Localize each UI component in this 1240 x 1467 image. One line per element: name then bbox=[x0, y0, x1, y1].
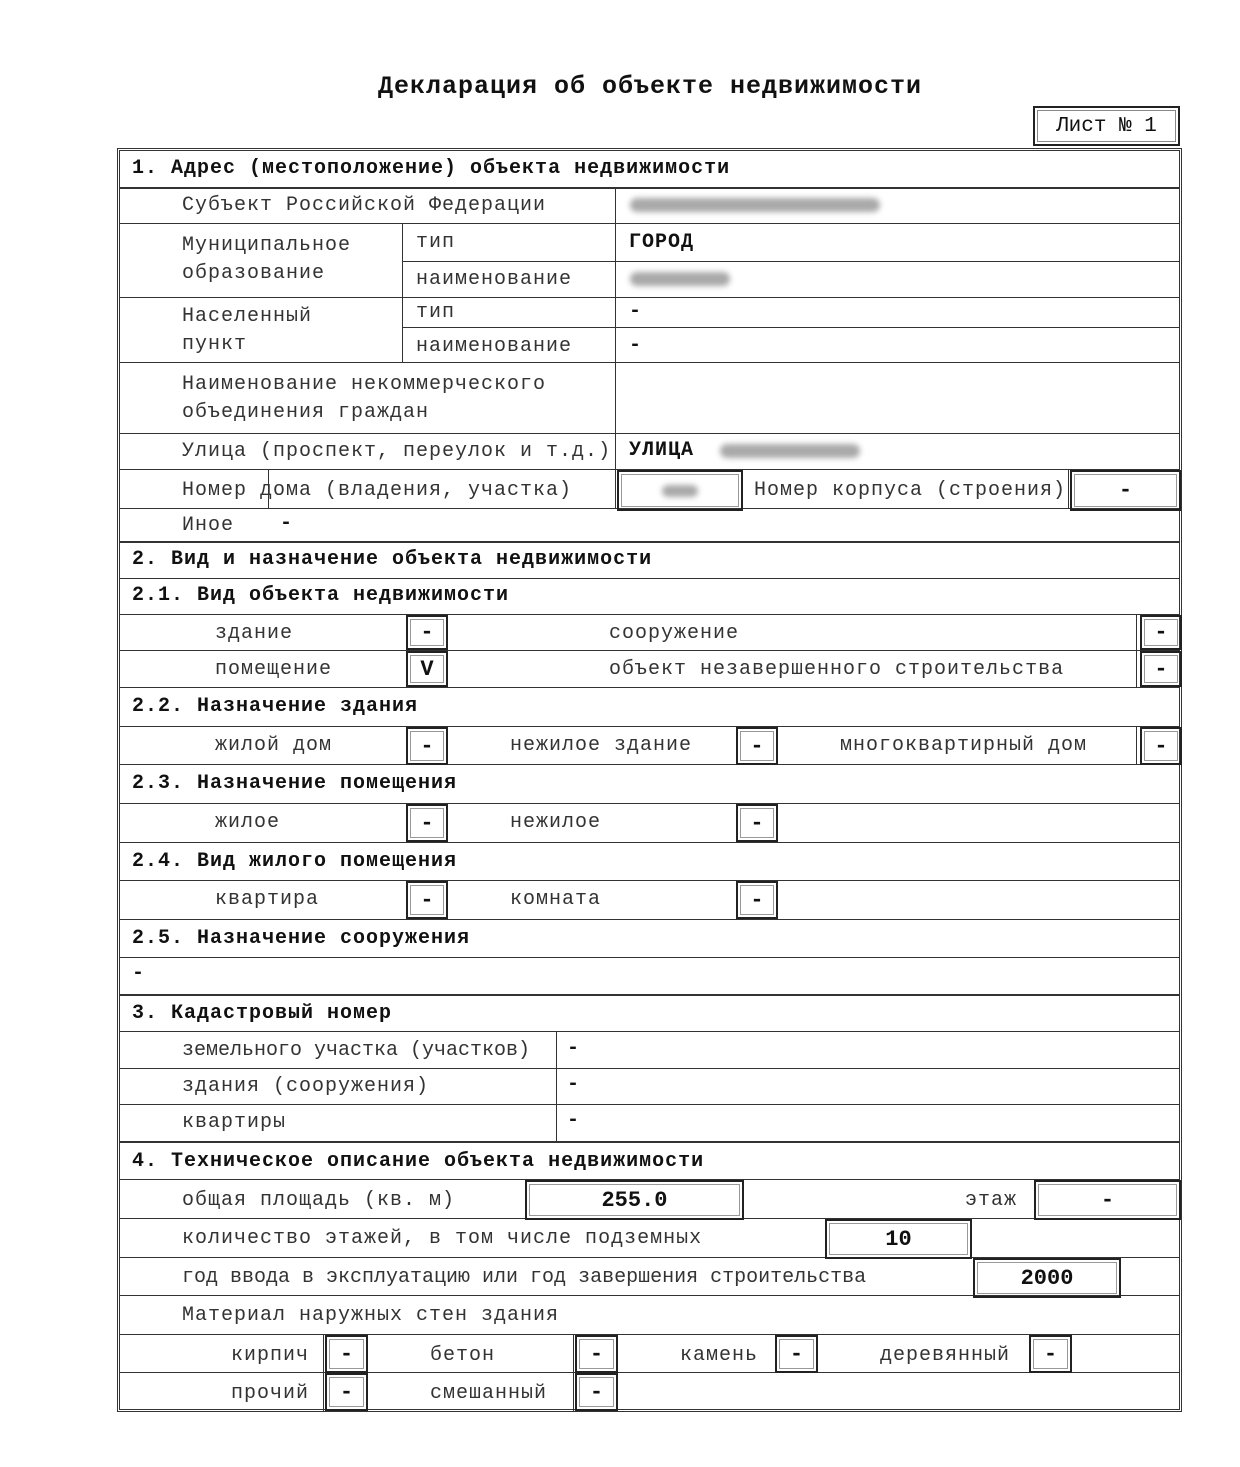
floors-count-box: 10 bbox=[825, 1219, 972, 1259]
municipal-label: Муниципальное bbox=[182, 234, 352, 257]
section-2-1-header: 2.1. Вид объекта недвижимости bbox=[132, 584, 510, 607]
other-value: - bbox=[280, 512, 294, 535]
section-2-header: 2. Вид и назначение объекта недвижимости bbox=[132, 548, 653, 571]
building-type-label: здание bbox=[215, 622, 294, 645]
cadastral-building-value: - bbox=[567, 1073, 581, 1096]
premises-type-checkbox[interactable]: V bbox=[406, 651, 448, 687]
row-line bbox=[120, 650, 1179, 651]
locality-name-label: наименование bbox=[416, 335, 573, 358]
municipal-type-value: ГОРОД bbox=[629, 231, 695, 254]
unfinished-type-label: объект незавершенного строительства bbox=[609, 658, 1065, 681]
row-line bbox=[120, 541, 1179, 543]
walls-material-label: Материал наружных стен здания bbox=[182, 1304, 560, 1327]
row-line bbox=[120, 803, 1179, 804]
wood-label: деревянный bbox=[880, 1344, 1011, 1367]
sheet-number: Лист № 1 bbox=[1033, 106, 1180, 146]
col-line bbox=[615, 469, 616, 508]
mixed-material-label: смешанный bbox=[430, 1382, 548, 1405]
row-line bbox=[120, 223, 1179, 224]
locality-type-label: тип bbox=[416, 301, 456, 324]
row-line bbox=[120, 1031, 1179, 1032]
row-line bbox=[120, 880, 1179, 881]
col-line bbox=[573, 1334, 574, 1411]
structure-purpose-value: - bbox=[132, 962, 146, 985]
section-2-4-header: 2.4. Вид жилого помещения bbox=[132, 850, 458, 873]
row-line bbox=[120, 919, 1179, 920]
cadastral-land-value: - bbox=[567, 1037, 581, 1060]
row-line bbox=[120, 1334, 1179, 1335]
floor-value-box: - bbox=[1034, 1180, 1181, 1220]
row-line bbox=[120, 842, 1179, 843]
row-line bbox=[120, 614, 1179, 615]
redacted-subject bbox=[630, 198, 880, 212]
brick-checkbox[interactable]: - bbox=[325, 1335, 368, 1373]
section-2-2-header: 2.2. Назначение здания bbox=[132, 695, 419, 718]
section-4-header: 4. Техническое описание объекта недвижимости bbox=[132, 1150, 705, 1173]
other-label: Иное bbox=[182, 514, 235, 537]
structure-type-label: сооружение bbox=[609, 622, 740, 645]
col-line bbox=[402, 223, 403, 362]
locality-label-2: пункт bbox=[182, 333, 248, 356]
nonresidential-premises-label: нежилое bbox=[510, 811, 602, 834]
year-value-box: 2000 bbox=[973, 1258, 1121, 1298]
cadastral-land-label: земельного участка (участков) bbox=[182, 1039, 531, 1062]
cadastral-flat-label: квартиры bbox=[182, 1111, 287, 1134]
house-label: Номер дома (владения, участка) bbox=[182, 479, 573, 502]
residential-premises-label: жилое bbox=[215, 811, 281, 834]
row-line bbox=[120, 726, 1179, 727]
room-label: комната bbox=[510, 888, 602, 911]
flat-label: квартира bbox=[215, 888, 320, 911]
street-label: Улица (проспект, переулок и т.д.) bbox=[182, 440, 612, 463]
stone-label: камень bbox=[680, 1344, 759, 1367]
col-line bbox=[1136, 726, 1137, 764]
concrete-label: бетон bbox=[430, 1344, 496, 1367]
concrete-checkbox[interactable]: - bbox=[575, 1335, 618, 1373]
row-line bbox=[120, 362, 1179, 363]
residential-premises-checkbox[interactable]: - bbox=[406, 804, 448, 842]
other-material-checkbox[interactable]: - bbox=[325, 1373, 368, 1411]
nonresidential-building-label: нежилое здание bbox=[510, 734, 693, 757]
redacted-municipal-name bbox=[630, 272, 730, 286]
section-1-header: 1. Адрес (местоположение) объекта недвижимости bbox=[132, 157, 731, 180]
room-checkbox[interactable]: - bbox=[736, 881, 778, 919]
locality-type-value: - bbox=[629, 300, 643, 323]
floor-label: этаж bbox=[965, 1189, 1018, 1212]
nonresidential-premises-checkbox[interactable]: - bbox=[736, 804, 778, 842]
locality-label: Населенный bbox=[182, 305, 313, 328]
area-label: общая площадь (кв. м) bbox=[182, 1189, 456, 1212]
row-line bbox=[120, 1104, 1179, 1105]
noncommercial-label-2: объединения граждан bbox=[182, 401, 430, 424]
col-line bbox=[615, 187, 616, 508]
subject-label: Субъект Российской Федерации bbox=[182, 194, 547, 217]
row-line bbox=[120, 764, 1179, 765]
cadastral-flat-value: - bbox=[567, 1109, 581, 1132]
apartment-building-checkbox[interactable]: - bbox=[1140, 727, 1182, 765]
municipal-label-2: образование bbox=[182, 262, 326, 285]
year-label: год ввода в эксплуатацию или год завершения строительства bbox=[182, 1266, 867, 1289]
building-number-box: - bbox=[1070, 470, 1181, 511]
building-label: Номер корпуса (строения) bbox=[754, 479, 1067, 502]
area-value-box: 255.0 bbox=[525, 1180, 744, 1220]
cadastral-building-label: здания (сооружения) bbox=[182, 1075, 430, 1098]
section-3-header: 3. Кадастровый номер bbox=[132, 1002, 393, 1025]
residential-house-checkbox[interactable]: - bbox=[406, 727, 448, 765]
row-line bbox=[120, 1141, 1179, 1143]
municipal-type-label: тип bbox=[416, 231, 456, 254]
declaration-form bbox=[117, 148, 1182, 1412]
wood-checkbox[interactable]: - bbox=[1029, 1335, 1072, 1373]
flat-checkbox[interactable]: - bbox=[406, 881, 448, 919]
row-line bbox=[402, 261, 1179, 262]
brick-label: кирпич bbox=[231, 1344, 310, 1367]
col-line bbox=[1068, 469, 1069, 508]
nonresidential-building-checkbox[interactable]: - bbox=[736, 727, 778, 765]
locality-name-value: - bbox=[629, 334, 643, 357]
other-material-label: прочий bbox=[231, 1382, 310, 1405]
mixed-material-checkbox[interactable]: - bbox=[575, 1373, 618, 1411]
col-line bbox=[1136, 614, 1137, 687]
residential-house-label: жилой дом bbox=[215, 734, 333, 757]
municipal-name-label: наименование bbox=[416, 268, 573, 291]
floors-count-label: количество этажей, в том числе подземных bbox=[182, 1227, 703, 1250]
premises-type-label: помещение bbox=[215, 658, 333, 681]
redacted-street-name bbox=[720, 444, 860, 458]
street-value: УЛИЦА bbox=[629, 439, 695, 462]
row-line bbox=[120, 687, 1179, 688]
col-line bbox=[556, 1031, 557, 1141]
row-line bbox=[120, 578, 1179, 579]
row-line bbox=[120, 994, 1179, 996]
noncommercial-label: Наименование некоммерческого bbox=[182, 373, 547, 396]
row-line bbox=[120, 297, 1179, 298]
building-type-checkbox[interactable]: - bbox=[406, 615, 448, 650]
row-line bbox=[120, 433, 1179, 434]
structure-type-checkbox[interactable]: - bbox=[1140, 615, 1182, 650]
house-number-box bbox=[617, 470, 743, 511]
redacted-house-number bbox=[662, 485, 698, 497]
row-line bbox=[120, 1372, 1179, 1373]
row-line bbox=[120, 957, 1179, 958]
section-2-3-header: 2.3. Назначение помещения bbox=[132, 772, 458, 795]
row-line bbox=[120, 187, 1179, 189]
stone-checkbox[interactable]: - bbox=[775, 1335, 818, 1373]
apartment-building-label: многоквартирный дом bbox=[840, 734, 1088, 757]
section-2-5-header: 2.5. Назначение сооружения bbox=[132, 927, 471, 950]
row-line bbox=[402, 327, 1179, 328]
unfinished-type-checkbox[interactable]: - bbox=[1140, 651, 1182, 687]
document-title: Декларация об объекте недвижимости bbox=[377, 72, 923, 101]
col-line bbox=[323, 1334, 324, 1411]
row-line bbox=[120, 1068, 1179, 1069]
